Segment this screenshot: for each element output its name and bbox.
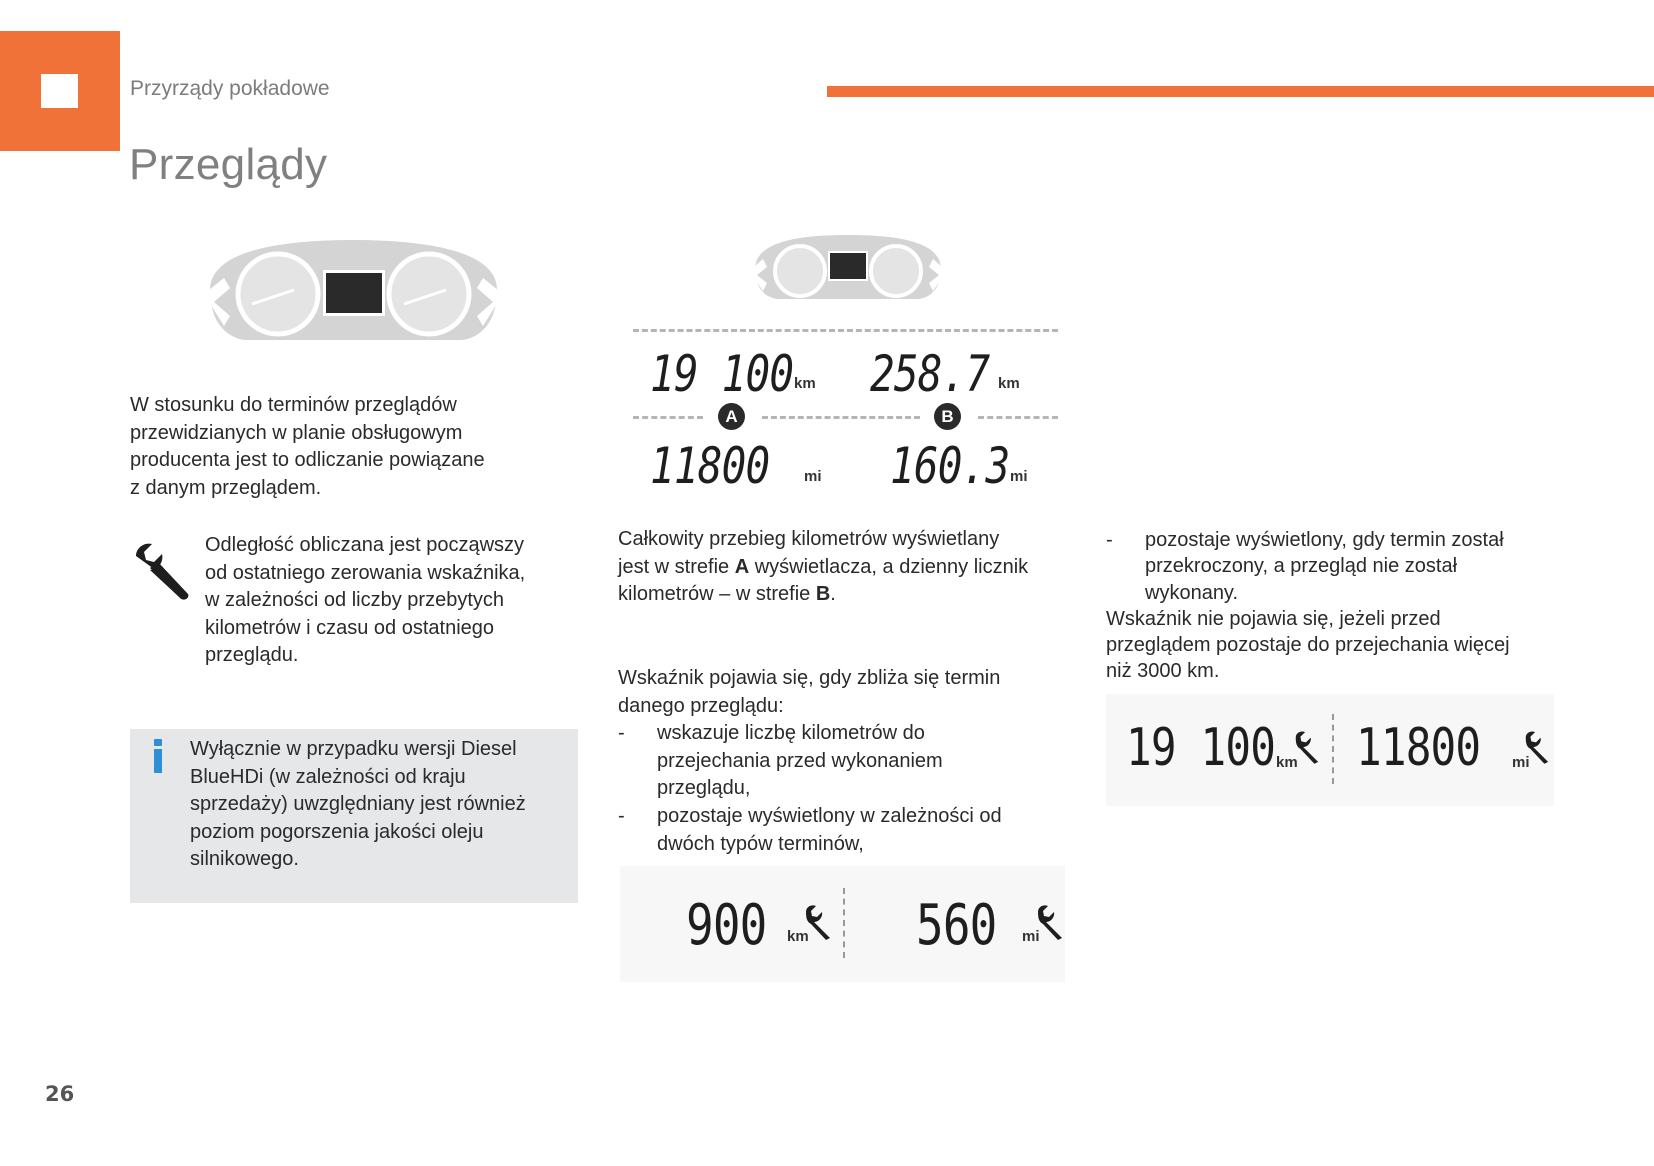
service-mi-readout [916,893,1014,958]
zone-a-km-readout [650,345,825,403]
zone-a-km-value: 19 100 [650,345,794,403]
section-label: Przyrządy pokładowe [130,77,330,100]
info-line: poziom pogorszenia jakości oleju [190,820,484,843]
service-mi-unit: mi [1022,928,1040,945]
overdue-line: niż 3000 km. [1106,660,1220,683]
zone-b-mi-unit: mi [1010,468,1028,485]
list-line: wskazuje liczbę kilometrów do [657,722,925,745]
page-title: Przeglądy [129,140,328,189]
page-number: 26 [45,1082,75,1106]
info-box-text [190,736,575,874]
list-dash: - [618,804,625,827]
overdue-mi-readout [1356,718,1508,778]
list-item [618,803,1063,858]
overdue-paragraph [1106,527,1566,685]
service-km-readout [686,893,784,958]
intro-line: przewidzianych w planie obsługowym [130,421,463,444]
info-icon [151,739,165,773]
overdue-line: Wskaźnik nie pojawia się, jeżeli przed [1106,607,1441,630]
list-line: wykonany. [1145,581,1239,604]
wrench-note-line: Odległość obliczana jest począwszy [205,534,525,556]
wrench-note-line: od ostatniego zerowania wskaźnika, [205,561,526,584]
info-line: sprzedaży) uwzględniany jest również [190,793,526,816]
text-run: . [830,583,836,606]
text-run: wyświetlacza, a dzienny licznik [749,555,1029,578]
zone-a-mi-readout [650,437,796,495]
wrench-note-line: przeglądu. [205,644,299,667]
instrument-cluster-small-illustration [743,233,953,303]
overdue-km-unit: km [1276,754,1298,771]
list-item [618,720,1063,803]
indicator-paragraph [618,665,1063,858]
info-line: Wyłącznie w przypadku wersji Diesel [190,738,517,760]
service-wrench-icon [1034,904,1064,940]
zone-b-ref: B [815,583,831,606]
overdue-display-separator [1332,714,1334,784]
wrench-note-line: kilometrów i czasu od ostatniego [205,616,495,639]
section-tab-square [41,74,78,108]
list-line: pozostaje wyświetlony, gdy termin został [1145,529,1504,551]
zones-line: Całkowity przebieg kilometrów wyświetlany [618,528,1000,550]
service-display-separator [843,888,845,958]
indicator-line: Wskaźnik pojawia się, gdy zbliża się termin [618,667,1001,689]
list-dash: - [618,722,625,745]
overdue-km-value: 19 100 [1126,718,1276,778]
info-line: BlueHDi (w zależności od kraju [190,765,466,788]
zone-a-ref: A [734,555,750,578]
service-wrench-icon [802,904,832,940]
info-line: silnikowego. [190,848,299,871]
overdue-line: przeglądem pozostaje do przejechania więcej [1106,634,1510,657]
zone-a-mi-unit: mi [804,468,822,485]
intro-line: W stosunku do terminów przeglądów [130,394,457,416]
list-line: przejechania przed wykonaniem [657,749,943,772]
text-run: kilometrów – w strefie [618,583,816,606]
display-mid-dashed-line-3 [978,416,1058,419]
service-km-value: 900 [686,893,767,958]
zone-a-mi-value: 11800 [650,437,770,495]
list-line: przeglądu, [657,777,751,800]
zone-a-km-unit: km [794,375,816,392]
indicator-line: danego przeglądu: [618,694,784,717]
overdue-wrench-icon [1522,730,1550,764]
list-dash: - [1106,529,1113,551]
overdue-mi-value: 11800 [1356,718,1481,778]
list-item [1106,527,1566,606]
overdue-mi-unit: mi [1512,754,1530,771]
list-line: dwóch typów terminów, [657,832,864,855]
instrument-cluster-illustration [190,238,517,345]
zone-b-mi-readout [890,437,1036,495]
zone-b-km-unit: km [998,375,1020,392]
service-km-unit: km [787,928,809,945]
wrench-icon [130,540,194,604]
zone-b-marker: B [934,403,961,430]
zone-b-km-readout [870,345,1016,403]
overdue-wrench-icon [1292,730,1320,764]
zones-line [618,581,1063,609]
list-line: pozostaje wyświetlony w zależności od [657,804,1002,827]
display-mid-dashed-line-1 [633,416,703,419]
wrench-note-line: w zależności od liczby przebytych [205,589,505,612]
zone-b-km-value: 258.7 [870,345,990,403]
zones-paragraph [618,526,1063,609]
display-mid-dashed-line-2 [762,416,920,419]
service-mi-value: 560 [916,893,997,958]
zone-a-marker: A [718,403,745,430]
text-run: jest w strefie [618,555,735,578]
zones-line [618,554,1063,582]
intro-line: producenta jest to odliczanie powiązane [130,449,485,472]
list-line: przekroczony, a przegląd nie został [1145,555,1458,578]
display-top-dashed-line [633,329,1058,332]
header-rule [827,86,1654,97]
intro-paragraph [130,392,560,502]
wrench-note-paragraph [205,532,565,670]
zone-b-mi-value: 160.3 [890,437,1010,495]
intro-line: z danym przeglądem. [130,476,322,499]
